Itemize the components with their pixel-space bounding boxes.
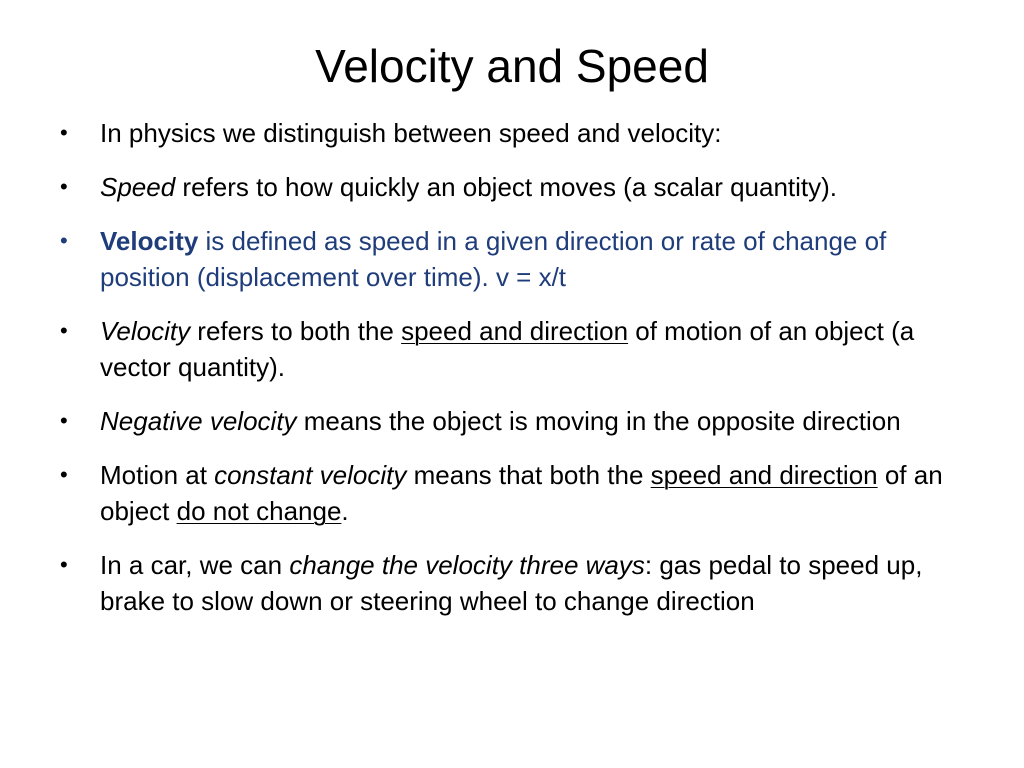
bullet-marker: • [60, 408, 68, 433]
bullet-6-term: constant velocity [214, 460, 407, 490]
bullet-7-text-a: In a car, we can [100, 550, 290, 580]
bullet-marker: • [60, 462, 68, 487]
bullet-7-text-b: : gas pedal to speed up, brake to slow down or steering wheel to change direction [100, 550, 923, 616]
bullet-list [60, 115, 955, 637]
bullet-7 [60, 547, 955, 619]
bullet-6-text-a: Motion at [100, 460, 215, 490]
bullet-6-underlined-a: speed and direction [650, 460, 878, 490]
bullet-5-text: means the object is moving in the opposite direction [296, 406, 901, 436]
bullet-marker: • [60, 174, 68, 199]
bullet-4-text-a: refers to both the [190, 316, 402, 346]
bullet-5 [60, 403, 955, 439]
bullet-3 [60, 223, 955, 295]
bullet-marker: • [60, 120, 68, 145]
bullet-1 [60, 115, 955, 151]
bullet-6 [60, 457, 955, 529]
bullet-marker: • [60, 228, 68, 253]
bullet-3-term: Velocity [100, 226, 199, 256]
bullet-1-text: In physics we distinguish between speed and velocity: [100, 118, 722, 148]
bullet-2 [60, 169, 955, 205]
bullet-6-underlined-b: do not change [176, 496, 342, 526]
slide-title: Velocity and Speed [315, 40, 709, 92]
bullet-6-text-d: . [341, 496, 349, 526]
bullet-6-text-b: means that both the [406, 460, 651, 490]
bullet-4 [60, 313, 955, 385]
bullet-7-term: change the velocity three ways [289, 550, 645, 580]
bullet-3-text: is defined as speed in a given direction or rate of change of position (displacement over time). v = x/t [100, 226, 887, 292]
bullet-marker: • [60, 552, 68, 577]
bullet-5-term: Negative velocity [100, 406, 297, 436]
bullet-2-text: refers to how quickly an object moves (a scalar quantity). [175, 172, 838, 202]
bullet-4-underlined: speed and direction [401, 316, 629, 346]
bullet-6-text-c: of an object [100, 460, 943, 526]
bullet-2-term: Speed [100, 172, 176, 202]
bullet-4-term: Velocity [100, 316, 191, 346]
bullet-marker: • [60, 318, 68, 343]
bullet-4-text-b: of motion of an object (a vector quantity). [100, 316, 915, 382]
